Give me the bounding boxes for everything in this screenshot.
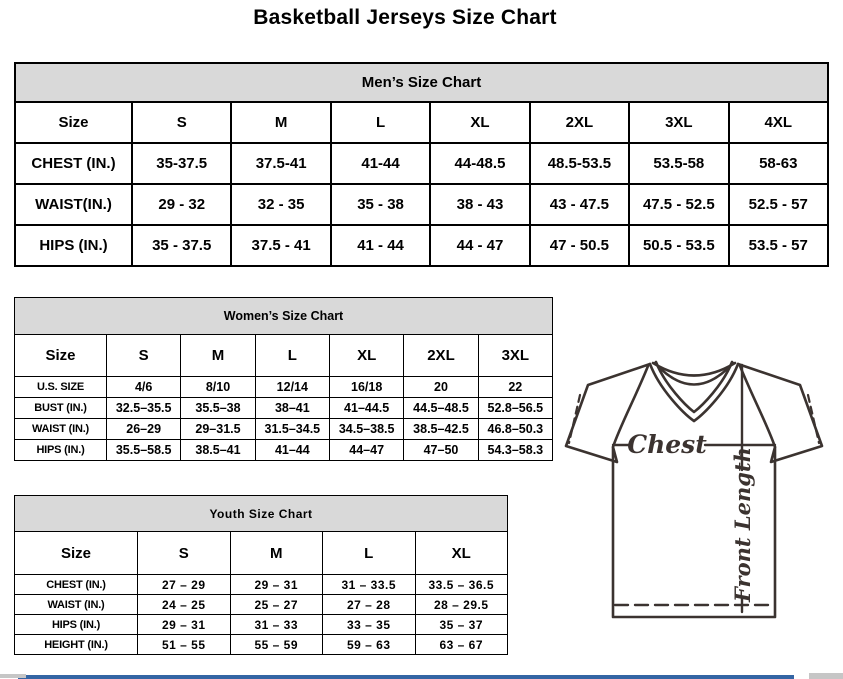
row-label: HIPS (IN.) [15,225,132,266]
size-column-header: S [107,335,181,377]
size-value-cell: 16/18 [329,377,403,398]
jersey-left-cuff-dash [569,395,580,443]
size-column-header: 4XL [729,102,828,143]
row-label: U.S. SIZE [15,377,107,398]
jersey-right-seam [740,366,775,447]
size-value-cell: 34.5–38.5 [329,419,403,440]
size-column-header: 3XL [478,335,552,377]
size-column-header: S [138,532,231,575]
table-row [15,635,508,655]
size-column-header: XL [430,102,529,143]
table-row [15,532,508,575]
size-value-cell: 33 – 35 [323,615,416,635]
size-value-cell: 47 - 50.5 [530,225,629,266]
table-row [15,377,553,398]
table-row [15,440,553,461]
size-value-cell: 27 – 28 [323,595,416,615]
size-value-cell: 26–29 [107,419,181,440]
size-value-cell: 47–50 [404,440,478,461]
row-label: HEIGHT (IN.) [15,635,138,655]
size-value-cell: 4/6 [107,377,181,398]
size-value-cell: 52.5 - 57 [729,184,828,225]
size-value-cell: 38 - 43 [430,184,529,225]
table-row [15,143,828,184]
size-value-cell: 48.5-53.5 [530,143,629,184]
size-value-cell: 41–44.5 [329,398,403,419]
size-column-header: XL [329,335,403,377]
size-value-cell: 35.5–38 [181,398,255,419]
page-title: Basketball Jerseys Size Chart [253,6,557,29]
size-column-header: L [323,532,416,575]
size-header-cell: Size [15,102,132,143]
mens-size-chart-table [14,62,829,267]
size-column-header: 3XL [629,102,728,143]
scrollbar-right-button[interactable] [809,673,843,679]
table-row [15,184,828,225]
size-value-cell: 52.8–56.5 [478,398,552,419]
size-value-cell: 44–47 [329,440,403,461]
size-value-cell: 35 - 37.5 [132,225,231,266]
size-value-cell: 32.5–35.5 [107,398,181,419]
size-value-cell: 35.5–58.5 [107,440,181,461]
size-value-cell: 25 – 27 [230,595,323,615]
size-value-cell: 20 [404,377,478,398]
size-value-cell: 59 – 63 [323,635,416,655]
chest-label: Chest [627,430,707,459]
jersey-outline [566,364,822,617]
table-row [15,225,828,266]
size-value-cell: 35 - 38 [331,184,430,225]
size-column-header: M [231,102,330,143]
jersey-right-cuff-dash [808,395,819,443]
size-value-cell: 53.5-58 [629,143,728,184]
row-label: HIPS (IN.) [15,440,107,461]
size-value-cell: 12/14 [255,377,329,398]
size-column-header: 2XL [404,335,478,377]
table-row [15,419,553,440]
size-value-cell: 41-44 [331,143,430,184]
size-value-cell: 29 – 31 [230,575,323,595]
size-column-header: L [255,335,329,377]
size-header-cell: Size [15,335,107,377]
row-label: WAIST (IN.) [15,419,107,440]
size-column-header: 2XL [530,102,629,143]
size-value-cell: 31 – 33.5 [323,575,416,595]
size-column-header: L [331,102,430,143]
size-value-cell: 29 – 31 [138,615,231,635]
table-row [15,335,553,377]
size-value-cell: 63 – 67 [415,635,508,655]
size-value-cell: 50.5 - 53.5 [629,225,728,266]
size-value-cell: 54.3–58.3 [478,440,552,461]
size-value-cell: 31 – 33 [230,615,323,635]
mens-chart-title: Men’s Size Chart [15,63,828,102]
size-value-cell: 8/10 [181,377,255,398]
size-value-cell: 35 – 37 [415,615,508,635]
size-value-cell: 44-48.5 [430,143,529,184]
size-value-cell: 53.5 - 57 [729,225,828,266]
front-length-label: Front Length [730,447,755,602]
size-value-cell: 38.5–42.5 [404,419,478,440]
size-value-cell: 22 [478,377,552,398]
womens-chart-title: Women’s Size Chart [15,298,553,335]
size-value-cell: 44 - 47 [430,225,529,266]
size-value-cell: 41 - 44 [331,225,430,266]
size-value-cell: 55 – 59 [230,635,323,655]
jersey-diagram-svg [558,358,840,628]
size-value-cell: 28 – 29.5 [415,595,508,615]
size-value-cell: 29–31.5 [181,419,255,440]
size-value-cell: 35-37.5 [132,143,231,184]
table-row [15,102,828,143]
size-value-cell: 47.5 - 52.5 [629,184,728,225]
table-row [15,595,508,615]
row-label: CHEST (IN.) [15,575,138,595]
size-value-cell: 37.5-41 [231,143,330,184]
row-label: HIPS (IN.) [15,615,138,635]
size-header-cell: Size [15,532,138,575]
size-value-cell: 46.8–50.3 [478,419,552,440]
size-value-cell: 43 - 47.5 [530,184,629,225]
row-label: BUST (IN.) [15,398,107,419]
size-value-cell: 27 – 29 [138,575,231,595]
table-row [15,615,508,635]
size-value-cell: 24 – 25 [138,595,231,615]
table-row [15,575,508,595]
size-value-cell: 33.5 – 36.5 [415,575,508,595]
size-value-cell: 32 - 35 [231,184,330,225]
youth-size-chart-table [14,495,508,655]
size-value-cell: 41–44 [255,440,329,461]
scrollbar-thumb[interactable] [18,675,794,679]
size-value-cell: 51 – 55 [138,635,231,655]
jersey-measurement-diagram [558,358,840,628]
row-label: WAIST (IN.) [15,595,138,615]
youth-chart-title: Youth Size Chart [15,496,508,532]
size-value-cell: 29 - 32 [132,184,231,225]
scrollbar-left-button[interactable] [0,674,26,678]
size-value-cell: 37.5 - 41 [231,225,330,266]
size-value-cell: 38–41 [255,398,329,419]
horizontal-scrollbar[interactable] [0,672,843,679]
size-value-cell: 31.5–34.5 [255,419,329,440]
womens-size-chart-table [14,297,553,461]
size-value-cell: 38.5–41 [181,440,255,461]
size-column-header: S [132,102,231,143]
table-row [15,398,553,419]
size-value-cell: 44.5–48.5 [404,398,478,419]
row-label: CHEST (IN.) [15,143,132,184]
row-label: WAIST(IN.) [15,184,132,225]
size-column-header: M [181,335,255,377]
size-value-cell: 58-63 [729,143,828,184]
size-column-header: M [230,532,323,575]
size-column-header: XL [415,532,508,575]
